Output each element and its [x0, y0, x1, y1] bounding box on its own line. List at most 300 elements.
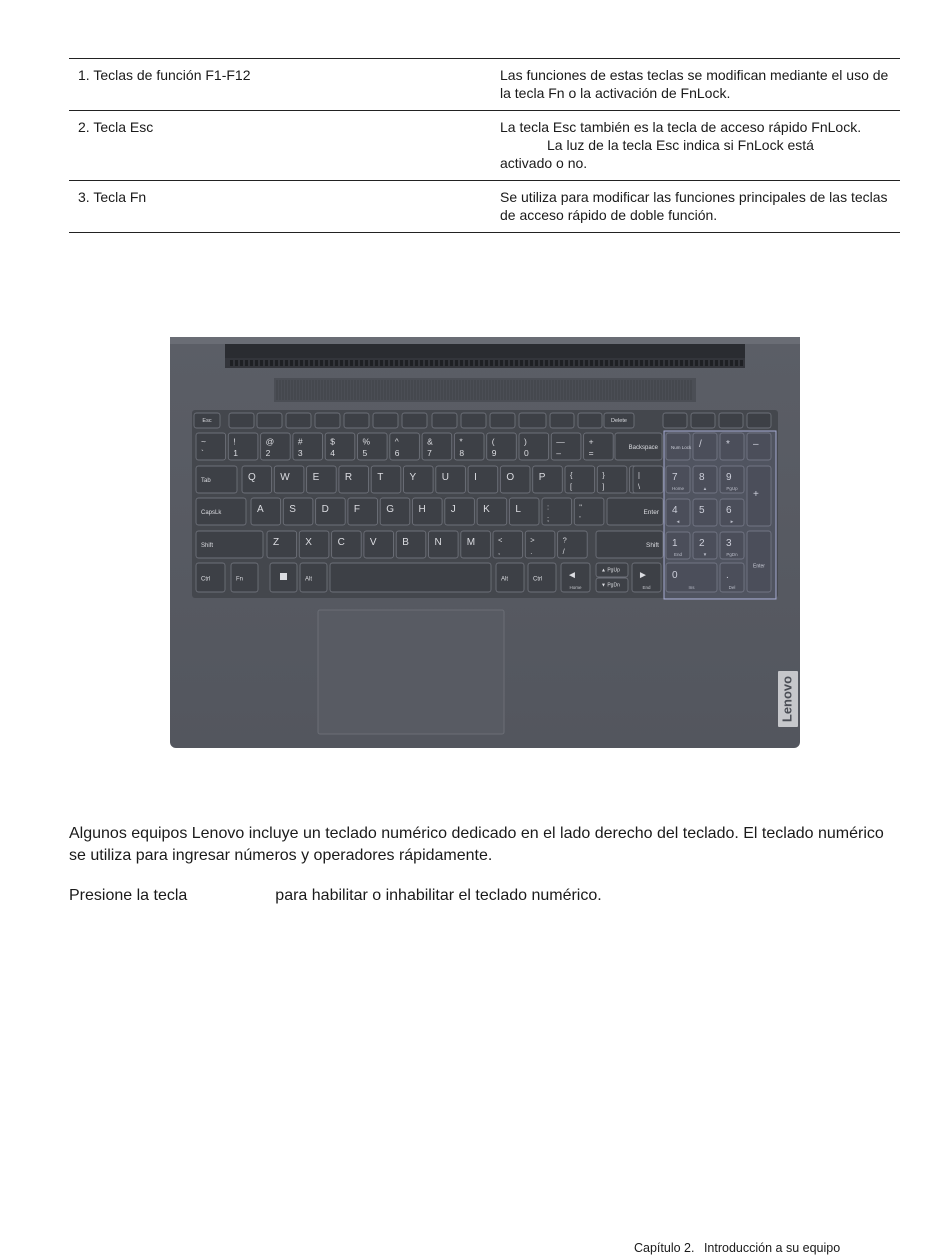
function-key[interactable] — [578, 413, 602, 428]
vent-slot — [480, 360, 483, 366]
vent-slot — [550, 360, 553, 366]
key-label: 9 — [726, 472, 732, 484]
function-key[interactable] — [373, 413, 398, 428]
key-label: Tab — [201, 478, 211, 485]
vent-slot — [710, 360, 713, 366]
key-label: & — [427, 436, 433, 447]
windows-icon — [280, 573, 287, 580]
key-label: CapsLk — [201, 510, 222, 517]
key-label: ! — [233, 436, 236, 447]
vent-slot — [525, 360, 528, 366]
key-label: V — [369, 537, 377, 549]
key-label: N — [434, 537, 442, 549]
key-label: Home — [671, 486, 685, 491]
key[interactable] — [454, 433, 484, 460]
function-key[interactable] — [490, 413, 515, 428]
letter-key[interactable] — [436, 466, 466, 493]
key[interactable] — [358, 433, 388, 460]
vent-slot — [270, 360, 273, 366]
vent-slot — [655, 360, 658, 366]
function-key[interactable] — [461, 413, 486, 428]
keycap — [307, 466, 337, 493]
keycap — [348, 498, 378, 525]
vent-slot — [430, 360, 433, 366]
key-label: Ctrl — [201, 576, 211, 583]
key-label: 3 — [297, 448, 303, 459]
function-key[interactable] — [691, 413, 715, 428]
instruction-start: Presione la tecla — [69, 887, 188, 904]
keycap — [339, 466, 369, 493]
keycap — [283, 498, 313, 525]
keycap — [242, 466, 272, 493]
key-label: P — [538, 472, 546, 484]
table-row — [69, 59, 900, 111]
capslock-key[interactable] — [196, 498, 246, 525]
keycap — [402, 413, 427, 428]
letter-key[interactable] — [396, 531, 426, 558]
vent-slot — [555, 360, 558, 366]
keycap — [396, 531, 426, 558]
function-key[interactable] — [719, 413, 743, 428]
vent-slot — [405, 360, 408, 366]
key-label: G — [386, 504, 394, 516]
letter-key[interactable] — [445, 498, 475, 525]
function-key[interactable] — [432, 413, 457, 428]
vent-slot — [245, 360, 248, 366]
key-label: End — [673, 552, 683, 557]
key[interactable] — [584, 433, 614, 460]
keycap — [371, 466, 401, 493]
keycap — [299, 531, 329, 558]
vent-slot — [310, 360, 313, 366]
function-key[interactable] — [344, 413, 369, 428]
key-label: : — [547, 502, 550, 512]
letter-key[interactable] — [316, 498, 346, 525]
vent-slot — [610, 360, 613, 366]
key-label: M — [466, 537, 476, 549]
keycap — [344, 413, 369, 428]
key[interactable] — [228, 433, 258, 460]
key-label: PgUp — [726, 486, 738, 491]
vent-slot — [440, 360, 443, 366]
desc-line: La tecla Esc también es la tecla de acceso rápido FnLock. — [500, 119, 862, 135]
vent-slot — [670, 360, 673, 366]
vent-slot — [600, 360, 603, 366]
letter-key[interactable] — [461, 531, 491, 558]
keycap — [286, 413, 311, 428]
key-label: 5 — [362, 448, 368, 459]
key-label: T — [377, 472, 384, 484]
right-shift-key[interactable] — [596, 531, 663, 558]
vent-slot — [415, 360, 418, 366]
vent-slot — [685, 360, 688, 366]
vent-slot — [590, 360, 593, 366]
keycap — [432, 413, 457, 428]
keycap — [436, 466, 466, 493]
key-label: W — [280, 472, 290, 484]
vent-slot — [325, 360, 328, 366]
function-key[interactable] — [747, 413, 771, 428]
vent-slot — [690, 360, 693, 366]
key[interactable] — [565, 466, 595, 493]
vent-slot — [420, 360, 423, 366]
key-label: R — [344, 472, 353, 484]
key-label: ] — [602, 482, 605, 492]
vent-slot — [625, 360, 628, 366]
key-name: 1. Teclas de función F1-F12 — [69, 59, 492, 111]
key[interactable] — [633, 466, 663, 493]
keycap — [315, 413, 340, 428]
letter-key[interactable] — [283, 498, 313, 525]
key[interactable] — [574, 498, 604, 525]
letter-key[interactable] — [533, 466, 563, 493]
key-label: ▲ — [702, 486, 708, 491]
vent-slot — [545, 360, 548, 366]
keycap — [413, 498, 443, 525]
vent-slot — [740, 360, 743, 366]
letter-key[interactable] — [364, 531, 394, 558]
key-label: O — [506, 472, 515, 484]
vent-slot — [535, 360, 538, 366]
vent-slot — [570, 360, 573, 366]
key-label: 0 — [524, 448, 529, 459]
letter-key[interactable] — [307, 466, 337, 493]
key-label: ► — [638, 570, 648, 582]
left-alt-key[interactable] — [300, 563, 327, 592]
key[interactable] — [493, 531, 523, 558]
vent-slot — [695, 360, 698, 366]
keycap — [404, 466, 434, 493]
key-label: 4 — [672, 505, 678, 517]
vent-slot — [530, 360, 533, 366]
vent-slot — [280, 360, 283, 366]
vent-slot — [275, 360, 278, 366]
chapter-number: Capítulo 2. — [634, 1241, 695, 1255]
table-row — [69, 111, 900, 181]
key-label: 2 — [265, 448, 271, 459]
keycap — [691, 413, 715, 428]
keycap — [500, 466, 530, 493]
key-label: > — [530, 535, 535, 545]
key-label: D — [321, 504, 329, 516]
numpad-instruction — [69, 885, 602, 907]
function-key[interactable] — [286, 413, 311, 428]
function-key[interactable] — [257, 413, 282, 428]
key[interactable] — [551, 433, 581, 460]
letter-key[interactable] — [429, 531, 459, 558]
letter-key[interactable] — [404, 466, 434, 493]
vent-slot — [650, 360, 653, 366]
key-label: F — [353, 504, 361, 516]
letter-key[interactable] — [468, 466, 498, 493]
vent-slot — [375, 360, 378, 366]
key[interactable] — [293, 433, 323, 460]
key-label: Num Lock — [671, 445, 692, 451]
vent-slot — [585, 360, 588, 366]
vent-slot — [475, 360, 478, 366]
key-label: | — [638, 470, 640, 480]
vent-slot — [380, 360, 383, 366]
vent-slot — [255, 360, 258, 366]
key-description — [492, 111, 900, 181]
key-label: Ctrl — [533, 576, 543, 583]
vent-slot — [305, 360, 308, 366]
vent-slot — [505, 360, 508, 366]
vent-slot — [315, 360, 318, 366]
esc-key[interactable] — [194, 413, 220, 428]
key-label: Shift — [201, 543, 214, 550]
keycap — [316, 498, 346, 525]
instruction-end: para habilitar o inhabilitar el teclado numérico. — [275, 887, 602, 904]
keycap — [429, 531, 459, 558]
key[interactable] — [196, 433, 226, 460]
letter-key[interactable] — [509, 498, 539, 525]
key[interactable] — [558, 531, 588, 558]
vent-slot — [425, 360, 428, 366]
letter-key[interactable] — [380, 498, 410, 525]
key-label: 6 — [726, 505, 732, 517]
letter-key[interactable] — [332, 531, 362, 558]
key-label: — — [556, 436, 565, 447]
vent-slot — [495, 360, 498, 366]
letter-key[interactable] — [371, 466, 401, 493]
key-label: / — [699, 439, 702, 451]
desc-line: La luz de la tecla Esc indica si FnLock está — [547, 137, 814, 153]
vent-slot — [630, 360, 633, 366]
key-label: * — [726, 439, 730, 451]
function-key[interactable] — [402, 413, 427, 428]
key-label: 3 — [726, 538, 732, 550]
key-label: { — [570, 470, 573, 480]
letter-key[interactable] — [477, 498, 507, 525]
function-key[interactable] — [229, 413, 254, 428]
key-label: ` — [201, 448, 204, 459]
key-label: Delete — [611, 418, 627, 424]
key[interactable] — [597, 466, 627, 493]
keycap — [477, 498, 507, 525]
key-label: End — [642, 585, 651, 590]
key[interactable] — [542, 498, 572, 525]
left-ctrl-key[interactable] — [196, 563, 225, 592]
key-label: " — [579, 502, 582, 512]
vent-slot — [250, 360, 253, 366]
key-label: 1 — [672, 538, 678, 550]
hinge-edge — [170, 337, 800, 344]
right-ctrl-key[interactable] — [528, 563, 556, 592]
vent-slot — [330, 360, 333, 366]
vent-slot — [435, 360, 438, 366]
vent-slot — [730, 360, 733, 366]
letter-key[interactable] — [274, 466, 304, 493]
key-label: S — [289, 504, 296, 516]
key[interactable] — [422, 433, 452, 460]
key[interactable] — [525, 531, 555, 558]
key-label: X — [305, 537, 312, 549]
key-label: 7 — [672, 472, 678, 484]
keycap — [519, 413, 546, 428]
function-key[interactable] — [550, 413, 574, 428]
vent-slot — [575, 360, 578, 366]
function-key[interactable] — [315, 413, 340, 428]
chapter-title: Introducción a su equipo — [703, 1241, 841, 1255]
letter-key[interactable] — [413, 498, 443, 525]
vent-slot — [295, 360, 298, 366]
vent-slot — [565, 360, 568, 366]
keycap — [373, 413, 398, 428]
key-description: Las funciones de estas teclas se modifican mediante el uso de la tecla Fn o la activación de FnLock. — [492, 59, 900, 111]
right-alt-key[interactable] — [496, 563, 524, 592]
key-label: 1 — [233, 448, 239, 459]
key-label: 5 — [699, 505, 705, 517]
vent-slot — [390, 360, 393, 366]
key[interactable] — [487, 433, 517, 460]
key-label: Fn — [236, 576, 244, 583]
key-label: 0 — [672, 570, 678, 582]
letter-key[interactable] — [267, 531, 297, 558]
page-footer — [634, 1241, 840, 1255]
vent-slot — [235, 360, 238, 366]
laptop-keyboard-illustration — [170, 334, 800, 748]
keycap — [380, 498, 410, 525]
pgdn-arrow-key[interactable] — [596, 578, 628, 592]
vent-slot — [345, 360, 348, 366]
key-label: 4 — [330, 448, 335, 459]
key-label: U — [441, 472, 450, 484]
vent-slot — [230, 360, 233, 366]
home-arrow-key[interactable] — [561, 563, 590, 592]
fn-key[interactable] — [231, 563, 258, 592]
vent-slot — [365, 360, 368, 366]
table-row — [69, 181, 900, 233]
function-key[interactable] — [663, 413, 687, 428]
vent-slot — [455, 360, 458, 366]
key-label: ( — [491, 436, 495, 447]
end-arrow-key[interactable] — [632, 563, 661, 592]
key-label: + — [588, 436, 594, 447]
key-label: ▼ PgDn — [601, 582, 620, 589]
key-label: ► — [729, 519, 735, 524]
vent-slot — [635, 360, 638, 366]
keycap — [461, 413, 486, 428]
delete-key[interactable] — [604, 413, 634, 428]
vent-slot — [465, 360, 468, 366]
key-label: Alt — [501, 576, 509, 583]
key-label: Enter — [643, 509, 659, 517]
keycap — [747, 413, 771, 428]
key-label: Enter — [753, 563, 765, 570]
key-label: H — [418, 504, 426, 516]
vent-slot — [665, 360, 668, 366]
space-key[interactable] — [330, 563, 491, 592]
keycap — [461, 531, 491, 558]
numpad-highlight — [664, 431, 776, 599]
touchpad[interactable] — [318, 610, 504, 734]
key[interactable] — [390, 433, 420, 460]
vent-slot — [595, 360, 598, 366]
vent-slot — [520, 360, 523, 366]
key[interactable] — [519, 433, 549, 460]
key-label: ~ — [201, 436, 206, 447]
key-label: L — [515, 504, 521, 516]
key-label: I — [474, 472, 477, 484]
key-label: – — [556, 448, 562, 459]
key-label: Home — [569, 585, 582, 590]
key-label: ' — [579, 514, 581, 524]
key[interactable] — [261, 433, 291, 460]
key-label: 2 — [699, 538, 705, 550]
vent-slot — [715, 360, 718, 366]
keycap — [330, 563, 491, 592]
vent-slot — [605, 360, 608, 366]
key-label: Alt — [305, 576, 313, 583]
key-label: ◄ — [567, 570, 577, 582]
left-shift-key[interactable] — [196, 531, 263, 558]
keycap — [257, 413, 282, 428]
key-label: PgDn — [726, 552, 738, 557]
vent-slot — [290, 360, 293, 366]
key-description-table — [69, 58, 900, 233]
key-label: ) — [524, 436, 527, 447]
letter-key[interactable] — [299, 531, 329, 558]
vent-slot — [460, 360, 463, 366]
key-label: K — [483, 504, 490, 516]
vent-slot — [360, 360, 363, 366]
key-label: ; — [547, 514, 550, 524]
numpad-paragraph: Algunos equipos Lenovo incluye un teclado numérico dedicado en el lado derecho del teclado. El teclado numérico se utiliza para ingresar números y operadores rápidamente. — [69, 825, 884, 864]
backspace-key[interactable] — [615, 433, 662, 460]
vent-slot — [540, 360, 543, 366]
function-key[interactable] — [519, 413, 546, 428]
vent-slot — [735, 360, 738, 366]
letter-key[interactable] — [339, 466, 369, 493]
keycap — [550, 413, 574, 428]
vent-slot — [725, 360, 728, 366]
vent-slot — [515, 360, 518, 366]
key-label: B — [402, 537, 409, 549]
key-label: $ — [330, 436, 335, 447]
key-label: Z — [273, 537, 280, 549]
letter-key[interactable] — [251, 498, 281, 525]
vent-slot — [395, 360, 398, 366]
letter-key[interactable] — [500, 466, 530, 493]
vent-slot — [680, 360, 683, 366]
vent-slot — [370, 360, 373, 366]
enter-key[interactable] — [607, 498, 663, 525]
vent-slot — [285, 360, 288, 366]
key-label: 8 — [699, 472, 705, 484]
vent-slot — [560, 360, 563, 366]
key[interactable] — [325, 433, 355, 460]
key-label: } — [602, 470, 605, 480]
letter-key[interactable] — [348, 498, 378, 525]
keycap — [719, 413, 743, 428]
vent-slot — [335, 360, 338, 366]
vent-slot — [400, 360, 403, 366]
tab-key[interactable] — [196, 466, 237, 493]
desc-line: activado o no. — [500, 155, 588, 171]
vent-slot — [490, 360, 493, 366]
key-label: Del — [728, 585, 736, 590]
vent-slot — [470, 360, 473, 366]
key-label: \ — [638, 482, 641, 492]
key-label: [ — [570, 482, 573, 492]
key-name: 3. Tecla Fn — [69, 181, 492, 233]
key-label: Y — [409, 472, 417, 484]
vent-slot — [340, 360, 343, 366]
pgup-arrow-key[interactable] — [596, 563, 628, 577]
letter-key[interactable] — [242, 466, 272, 493]
vent-slot — [640, 360, 643, 366]
